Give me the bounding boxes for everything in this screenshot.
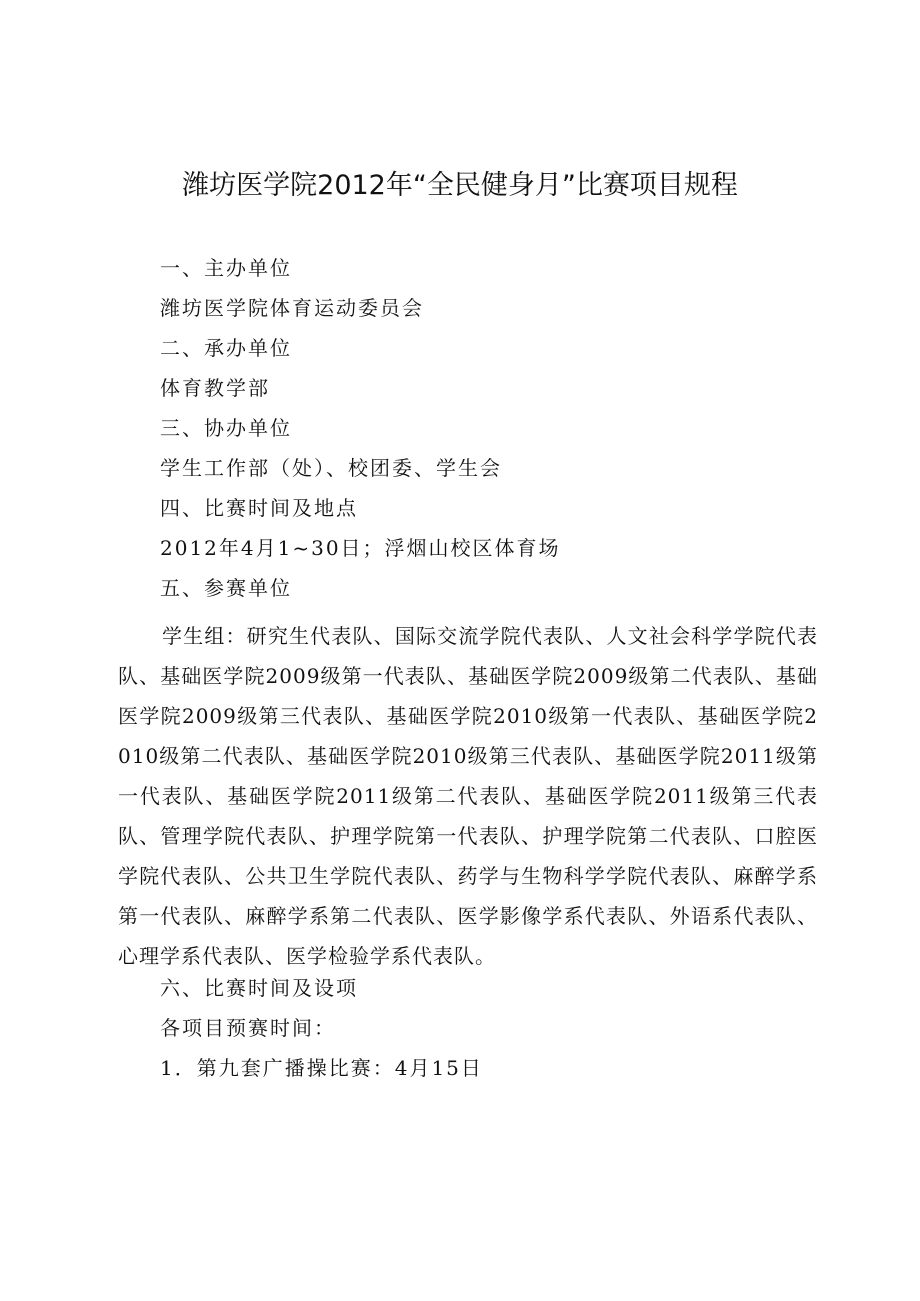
section-heading-participants: 五、参赛单位 <box>160 576 292 600</box>
section-content-co-organizer: 学生工作部（处）、校团委、学生会 <box>160 456 502 480</box>
section-content-participants: 学生组：研究生代表队、国际交流学院代表队、人文社会科学学院代表队、基础医学院2009级第一代表队、基础医学院2009级第二代表队、基础医学院2009级第三代表队、基础医学院2010级第一代表队、基础医学院2010级第二代表队、基础医学院2010级第三代表队、基础医学院2011级第一代表队、基础医学院2011级第二代表队、基础医学院2011级第三代表队、管理学院代表队、护理学院第一代表队、护理学院第二代表队、口腔医学院代表队、公共卫生学院代表队、药学与生物科学学院代表队、麻醉学系第一代表队、麻醉学系第二代表队、医学影像学系代表队、外语系代表队、心理学系代表队、医学检验学系代表队。 <box>118 624 818 968</box>
section-heading-organizer: 一、主办单位 <box>160 256 292 280</box>
section-content-time-location: 2012年4月1~30日；浮烟山校区体育场 <box>160 536 561 560</box>
section-heading-events: 六、比赛时间及设项 <box>160 976 358 1000</box>
section-content-undertaker: 体育教学部 <box>160 376 270 400</box>
section-heading-co-organizer: 三、协办单位 <box>160 416 292 440</box>
section-heading-time-location: 四、比赛时间及地点 <box>160 496 358 520</box>
section-content-organizer: 潍坊医学院体育运动委员会 <box>160 296 424 320</box>
section-heading-undertaker: 二、承办单位 <box>160 336 292 360</box>
section-content-events: 各项目预赛时间： <box>160 1016 336 1040</box>
document-title: 潍坊医学院2012年“全民健身月”比赛项目规程 <box>182 170 738 201</box>
list-item: 1．第九套广播操比赛：4月15日 <box>160 1056 483 1080</box>
